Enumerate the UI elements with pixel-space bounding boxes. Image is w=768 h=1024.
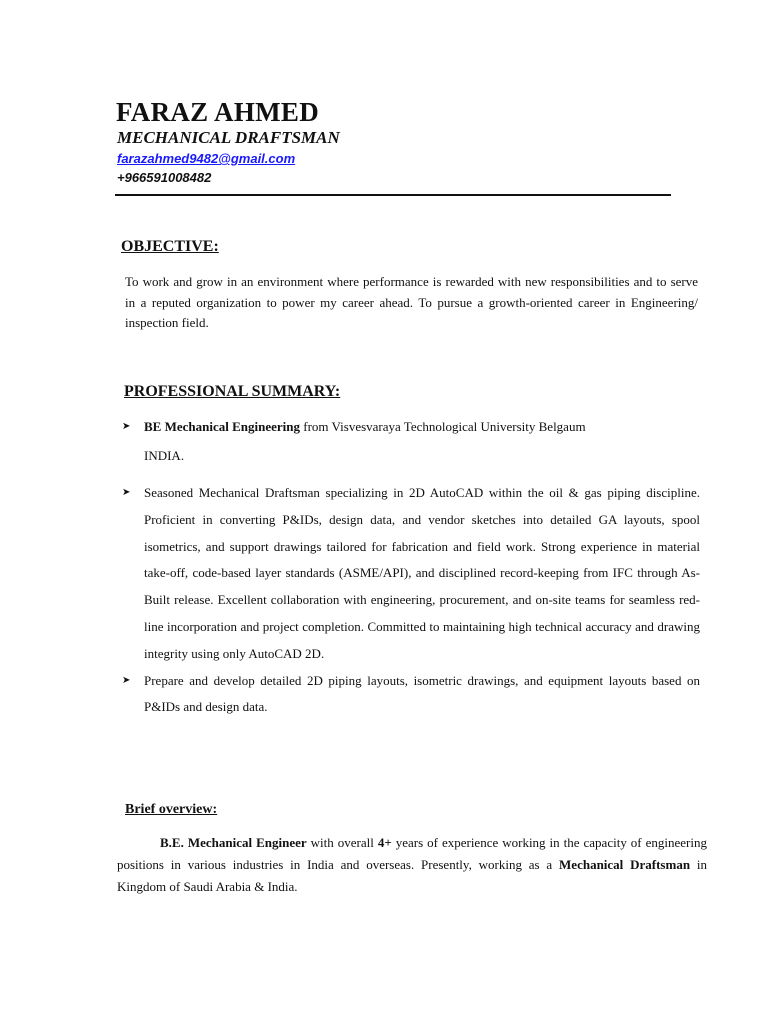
arrowhead-bullet-icon: ➤	[122, 487, 131, 498]
email-link[interactable]: farazahmed9482@gmail.com	[117, 151, 296, 166]
phone-number: +966591008482	[117, 170, 212, 185]
degree-label: BE Mechanical Engineering	[144, 419, 300, 434]
summary-text: Seasoned Mechanical Draftsman specializing in 2D AutoCAD within the oil & gas piping discipline. Proficient in converting P&IDs, design data, and vendor sketches into detailed GA layouts, spool isometrics, and support drawings tailored for fabrication and field work. Strong experience in material take-off, code-based layer standards (ASME/API), and disciplined record-keeping from IFC through As-Built release. Excellent collaboration with engineering, procurement, and on-site teams for seamless red-line incorporation and project completion. Committed to maintaining high technical accuracy and drawing integrity using only AutoCAD 2D.	[144, 485, 700, 661]
arrowhead-bullet-icon: ➤	[122, 421, 131, 432]
brief-heading: Brief overview:	[125, 802, 218, 817]
list-item	[122, 480, 700, 668]
brief-role: Mechanical Draftsman	[559, 857, 691, 872]
university-text: from Visvesvaraya Technological University Belgaum	[300, 419, 586, 434]
list-item	[122, 668, 700, 722]
objective-heading: OBJECTIVE:	[121, 238, 219, 255]
summary-heading: PROFESSIONAL SUMMARY:	[124, 383, 341, 400]
arrowhead-bullet-icon: ➤	[122, 674, 131, 686]
header-divider	[115, 194, 671, 196]
list-item	[122, 414, 700, 474]
brief-years: 4+	[377, 835, 392, 850]
summary-text: Prepare and develop detailed 2D piping layouts, isometric drawings, and equipment layouts based on P&IDs and design data.	[144, 672, 700, 715]
brief-text	[117, 832, 707, 898]
country-text: INDIA.	[144, 447, 185, 463]
summary-list	[122, 414, 700, 721]
brief-segment: years of experience working in the capacity of engineering positions in various industries in India and overseas. Presently, working as a	[117, 835, 707, 872]
objective-text: To work and grow in an environment where performance is rewarded with new responsibilities and to serve in a reputed organization to power my career ahead. To pursue a growth-oriented career in Engineering/ inspection field.	[125, 274, 698, 330]
brief-degree: B.E. Mechanical Engineer	[160, 835, 307, 850]
brief-segment: with overall	[306, 835, 378, 850]
brief-segment: in Kingdom of Saudi Arabia & India.	[117, 857, 707, 894]
candidate-name: FARAZ AHMED	[116, 97, 320, 127]
job-title: MECHANICAL DRAFTSMAN	[117, 128, 340, 147]
